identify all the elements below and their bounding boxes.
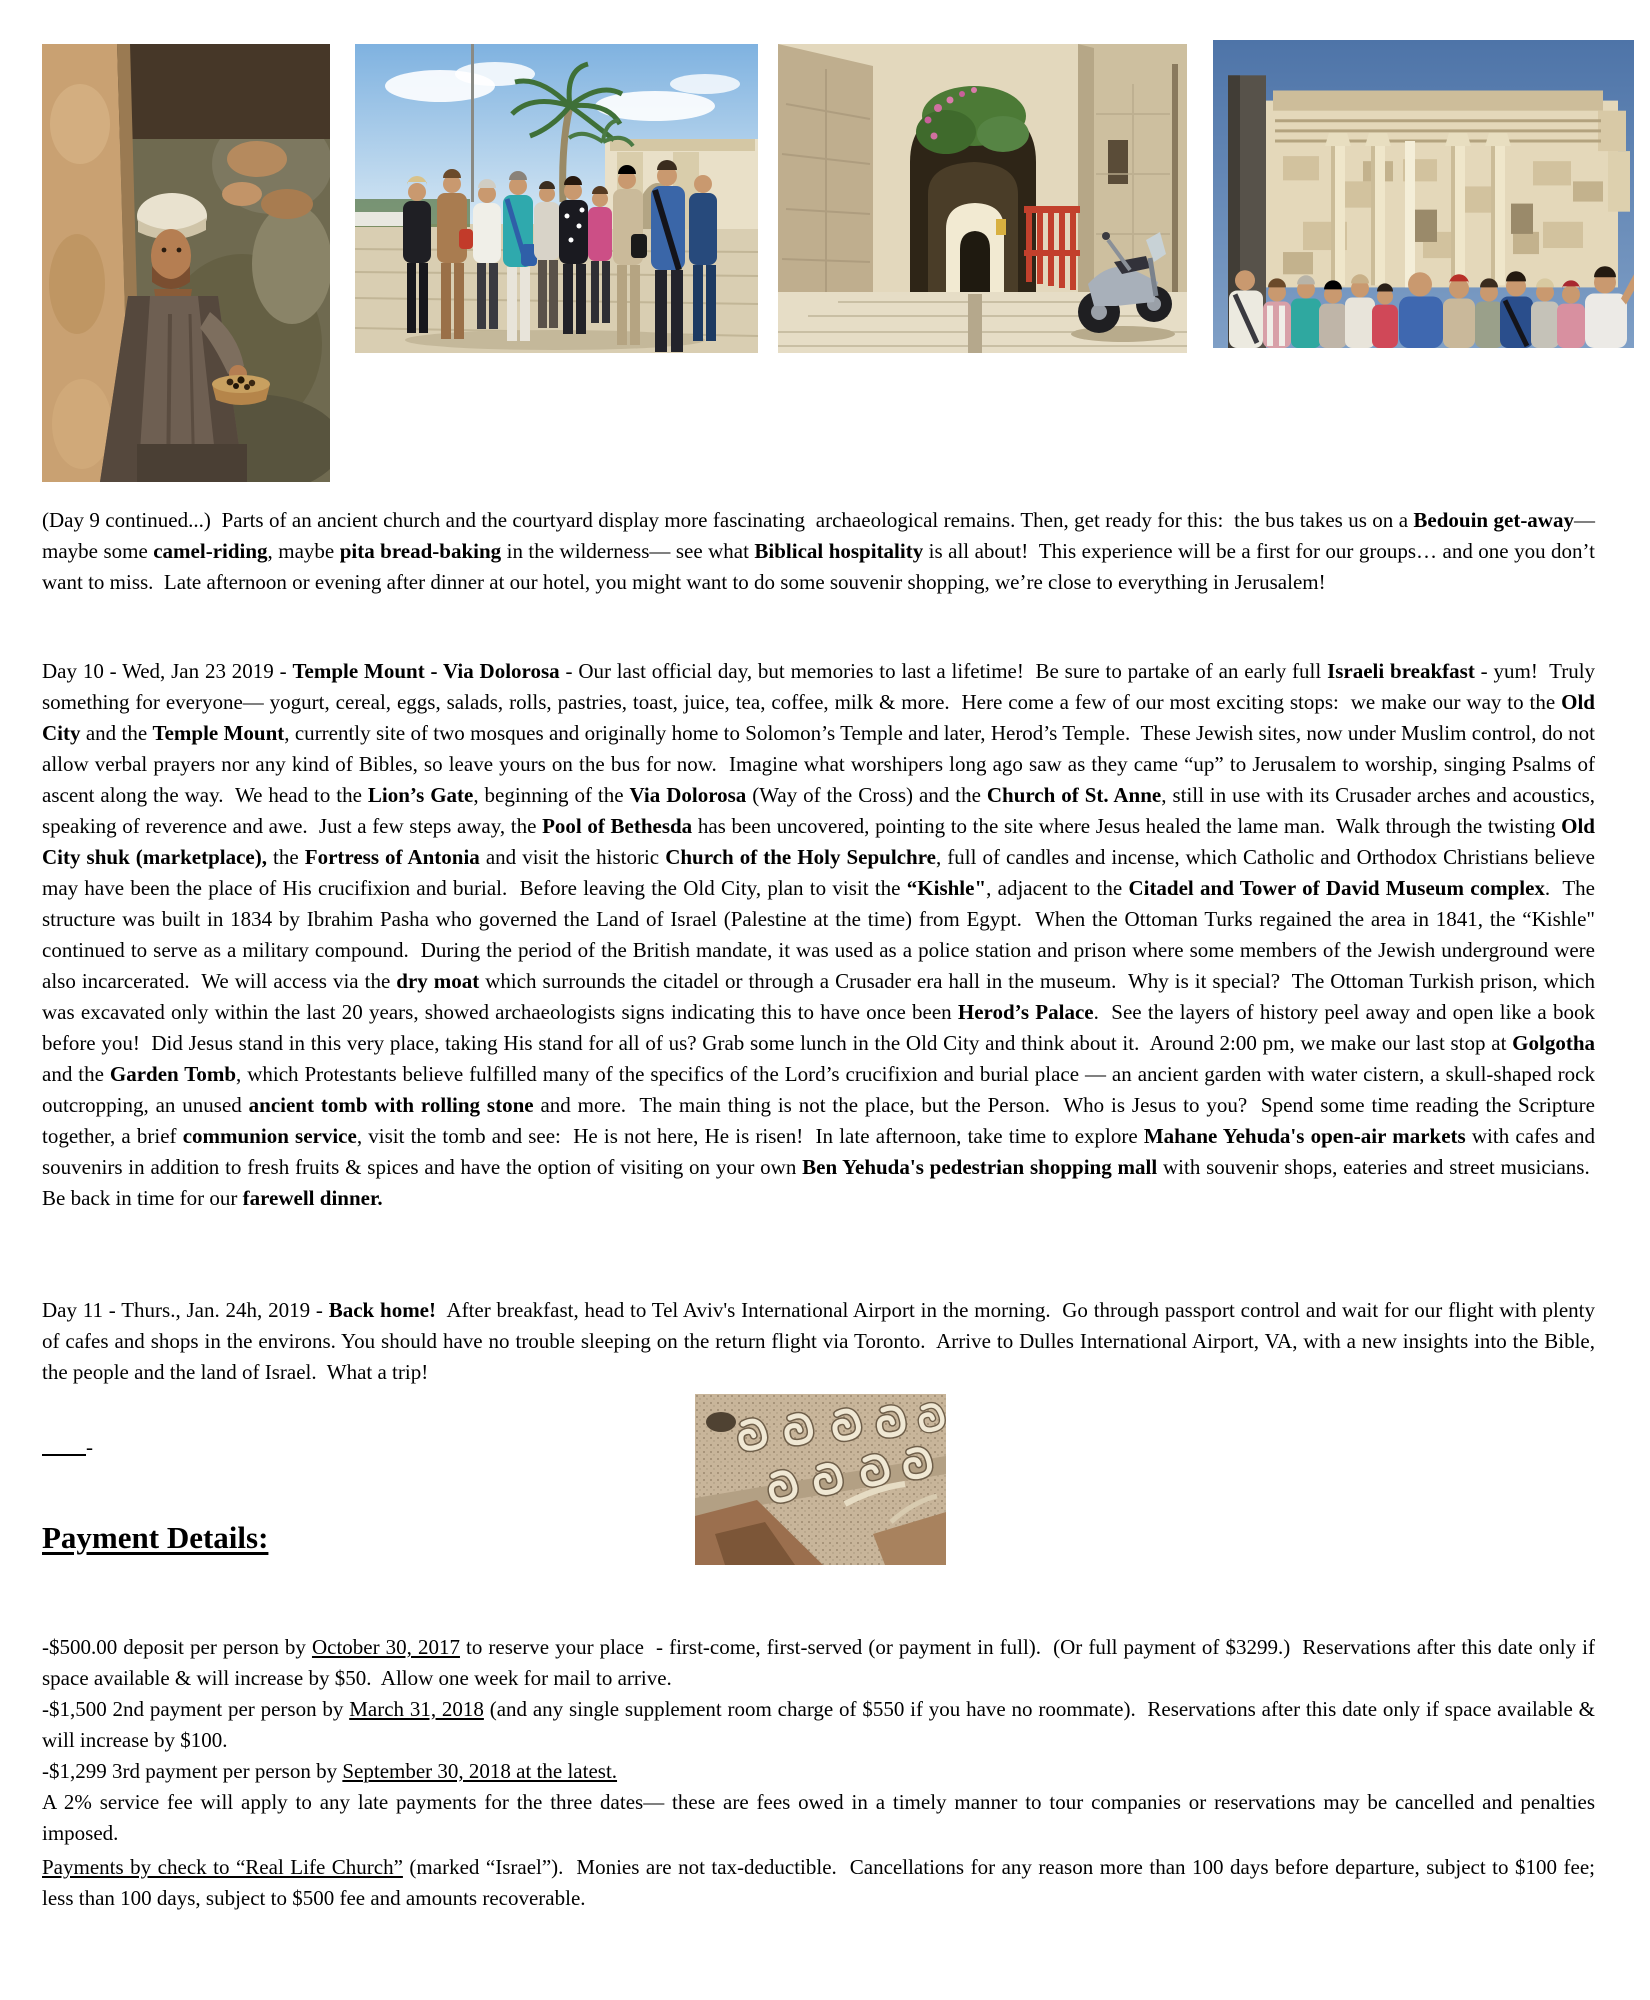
bold-text-run: Church of the Holy Sepulchre xyxy=(665,845,936,869)
text-run: , currently site of two mosques and originally home to Solomon’s Temple and later, Herod’s Temple. These Jewish sites, now under Muslim control, do not allow verbal prayers nor any kind of Bibles, so leave yours on the bus for now. Imagine what worshipers long ago saw as they came “up” to Jerusalem to worship, singing Psalms of ascent along the way. We head to the xyxy=(42,721,1595,807)
paragraph-day9-continued xyxy=(42,505,1595,598)
payment-line-second xyxy=(42,1694,1595,1756)
bold-text-run: “Kishle" xyxy=(906,876,987,900)
text-run: and the xyxy=(80,721,153,745)
payment-details-block xyxy=(42,1632,1595,1849)
text-run: , full of candles and incense, which Catholic and Orthodox Christians believe may have been the place of His crucifixion and burial. Before leaving the Old City, plan to visit the xyxy=(42,845,1595,900)
bold-text-run: Temple Mount - Via Dolorosa xyxy=(292,659,560,683)
bold-text-run: Old City xyxy=(42,690,1595,745)
text-run: - Our last official day, but memories to last a lifetime! Be sure to partake of an early full xyxy=(559,659,1328,683)
text-run: which surrounds the citadel or through a Crusader era hall in the museum. Why is it special? The Ottoman Turkish prison, which was excavated only within the last 20 years, showed archaeologists signs indicating this to have once been xyxy=(42,969,1595,1024)
underlined-text-run: March 31, 2018 xyxy=(349,1697,484,1721)
bold-text-run: Church of St. Anne xyxy=(986,783,1162,807)
underlined-text-run: October 30, 2017 xyxy=(311,1635,460,1659)
bold-text-run: Israeli breakfast xyxy=(1327,659,1475,683)
text-run: the xyxy=(267,845,305,869)
text-run: with cafes and souvenirs in addition to fresh fruits & spices and have the option of visiting on your own xyxy=(42,1124,1595,1179)
text-run: (Day 9 continued...) Parts of an ancient church and the courtyard display more fascinating archaeological remains. Then, get ready for this: the bus takes us on a xyxy=(42,508,1414,532)
text-run: and the xyxy=(42,1062,110,1086)
separator-hyphen: - xyxy=(86,1435,93,1459)
bold-text-run: Ben Yehuda's pedestrian shopping mall xyxy=(802,1155,1158,1179)
underlined-text-run: Payments by check to “Real Life Church” xyxy=(42,1855,403,1879)
stone-carving-photo xyxy=(695,1394,946,1565)
bedouin-man-illustration xyxy=(42,44,330,482)
underlined-text-run: September 30, 2018 at the latest. xyxy=(342,1759,618,1783)
bold-text-run: Biblical hospitality xyxy=(754,539,924,563)
bold-text-run: dry moat xyxy=(396,969,480,993)
text-run: -$500.00 deposit per person by xyxy=(42,1635,312,1659)
bold-text-run: Citadel and Tower of David Museum complex xyxy=(1128,876,1545,900)
bold-text-run: Fortress of Antonia xyxy=(304,845,480,869)
text-run: , adjacent to the xyxy=(986,876,1129,900)
capernaum-synagogue-photo xyxy=(1213,40,1634,348)
text-run: to reserve your place - first-come, first-served (or payment in full). (Or full payment of $3299.) Reservations after this date only if space available & will increase by $50. Allow one week for mail to arrive. xyxy=(42,1635,1595,1690)
paragraph-checks-cancellation xyxy=(42,1852,1595,1914)
synagogue-ruins-illustration xyxy=(1213,40,1634,348)
text-run: in the wilderness— see what xyxy=(501,539,755,563)
paragraph-day10-itinerary xyxy=(42,656,1595,1214)
text-run: -$1,299 3rd payment per person by xyxy=(42,1759,343,1783)
text-run: . The structure was built in 1834 by Ibrahim Pasha who governed the Land of Israel (Palestine at the time) from Egypt. When the Ottoman Turks regained the area in 1841, the “Kishle" continued to serve as a military compound. During the period of the British mandate, it was used as a police station and prison where some members of the Jewish underground were also incarcerated. We will access via the xyxy=(42,876,1595,993)
bold-text-run: Pool of Bethesda xyxy=(542,814,693,838)
paragraph-day11-back-home xyxy=(42,1295,1595,1388)
payment-line-service-fee xyxy=(42,1787,1595,1849)
bold-text-run: pita bread-baking xyxy=(339,539,502,563)
separator-dash xyxy=(42,1430,93,1458)
old-city-archway-photo xyxy=(778,44,1187,353)
text-run: A 2% service fee will apply to any late payments for the three dates— these are fees owed in a timely manner to tour companies or reservations may be cancelled and penalties imposed. xyxy=(42,1790,1595,1845)
bold-text-run: Bedouin get-away xyxy=(1413,508,1574,532)
bold-text-run: Temple Mount xyxy=(152,721,285,745)
bold-text-run: Lion’s Gate xyxy=(367,783,474,807)
stone-carving-illustration xyxy=(695,1394,946,1565)
bold-text-run: Mahane Yehuda's open-air markets xyxy=(1143,1124,1466,1148)
text-run: (and any single supplement room charge of $550 if you have no roommate). Reservations after this date only if space available & will increase by $100. xyxy=(42,1697,1595,1752)
text-run: Day 10 - Wed, Jan 23 2019 - xyxy=(42,659,293,683)
bold-text-run: Golgotha xyxy=(1512,1031,1595,1055)
tour-group-photo xyxy=(355,44,758,353)
bold-text-run: communion service xyxy=(182,1124,357,1148)
text-run: , which Protestants believe fulfilled many of the specifics of the Lord’s crucifixion and burial place — an ancient garden with water cistern, a skull-shaped rock outcropping, an unused xyxy=(42,1062,1595,1117)
payment-line-deposit xyxy=(42,1632,1595,1694)
bold-text-run: Herod’s Palace xyxy=(957,1000,1094,1024)
text-run: Day 11 - Thurs., Jan. 24h, 2019 - xyxy=(42,1298,329,1322)
payment-line-third xyxy=(42,1756,1595,1787)
bold-text-run: Via Dolorosa xyxy=(629,783,747,807)
bold-text-run: Back home! xyxy=(328,1298,436,1322)
text-run: — maybe some xyxy=(42,508,1595,563)
text-run: , beginning of the xyxy=(473,783,630,807)
archway-illustration xyxy=(778,44,1187,353)
bold-text-run: ancient tomb with rolling stone xyxy=(248,1093,534,1117)
bold-text-run: Old City shuk (marketplace), xyxy=(42,814,1595,869)
text-run: . See the layers of history peel away and open like a book before you! Did Jesus stand in this very place, taking His stand for all of us? Grab some lunch in the Old City and think about it. Around 2:00 pm, we make our last stop at xyxy=(42,1000,1595,1055)
text-run: -$1,500 2nd payment per person by xyxy=(42,1697,350,1721)
separator-line xyxy=(42,1430,86,1456)
text-run: and visit the historic xyxy=(479,845,666,869)
text-run: , visit the tomb and see: He is not here, He is risen! In late afternoon, take time to explore xyxy=(356,1124,1144,1148)
text-run: , still in use with its Crusader arches and acoustics, speaking of reverence and awe. Just a few steps away, the xyxy=(42,783,1595,838)
bold-text-run: Garden Tomb xyxy=(109,1062,237,1086)
bedouin-man-photo xyxy=(42,44,330,482)
bold-text-run: farewell dinner. xyxy=(242,1186,383,1210)
text-run: with souvenir shops, eateries and street musicians. Be back in time for our xyxy=(42,1155,1595,1210)
bold-text-run: camel-riding xyxy=(153,539,268,563)
text-run: , maybe xyxy=(267,539,340,563)
text-run: - yum! Truly something for everyone— yogurt, cereal, eggs, salads, rolls, pastries, toast, juice, tea, coffee, milk & more. Here come a few of our most exciting stops: we make our way to the xyxy=(42,659,1596,714)
text-run: is all about! This experience will be a first for our groups… and one you don’t want to miss. Late afternoon or evening after dinner at our hotel, you might want to do some souvenir shopping, we’re close to everything in Jerusalem! xyxy=(42,539,1595,594)
text-run: and more. The main thing is not the place, but the Person. Who is Jesus to you? Spend some time reading the Scripture together, a brief xyxy=(42,1093,1595,1148)
text-run: has been uncovered, pointing to the site where Jesus healed the lame man. Walk through the twisting xyxy=(692,814,1562,838)
text-run: After breakfast, head to Tel Aviv's International Airport in the morning. Go through passport control and wait for our flight with plenty of cafes and shops in the environs. You should have no trouble sleeping on the return flight via Toronto. Arrive to Dulles International Airport, VA, with a new insights into the Bible, the people and the land of Israel. What a trip! xyxy=(42,1298,1595,1384)
text-run: (marked “Israel”). Monies are not tax-deductible. Cancellations for any reason more than 100 days before departure, subject to $100 fee; less than 100 days, subject to $500 fee and amounts recoverable. xyxy=(42,1855,1595,1910)
text-run: (Way of the Cross) and the xyxy=(746,783,987,807)
tour-group-illustration xyxy=(355,44,758,353)
payment-details-heading: Payment Details: xyxy=(42,1520,269,1555)
